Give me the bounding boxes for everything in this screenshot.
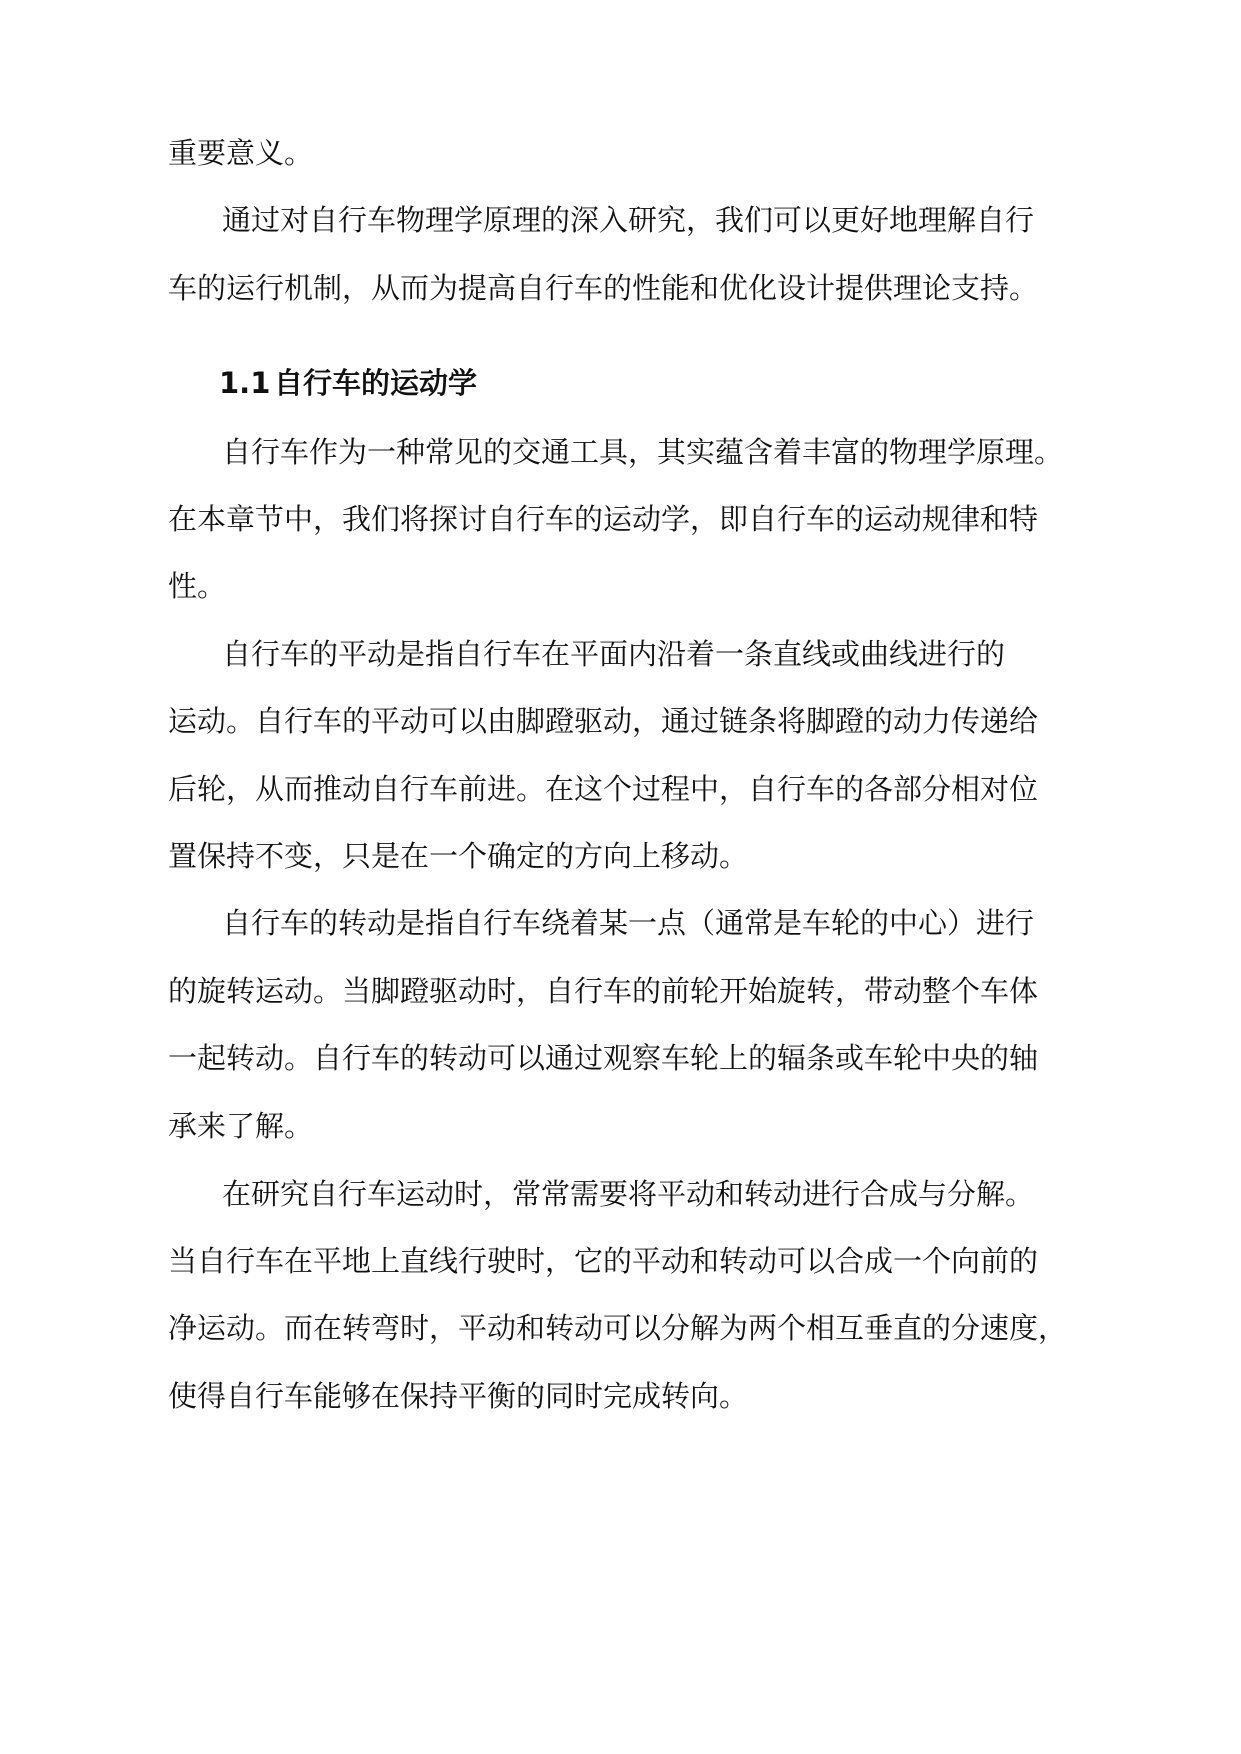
paragraph-3-line-1: [0, 634, 1241, 674]
paragraph-text: 置保持不变，只是在一个确定的方向上移动。: [168, 839, 749, 873]
paragraph-text: 运动。自行车的平动可以由脚蹬驱动，通过链条将脚蹬的动力传递给: [168, 704, 1039, 738]
paragraph-text: 使得自行车能够在保持平衡的同时完成转向。: [168, 1379, 749, 1413]
paragraph-text: 自行车作为一种常见的交通工具，其实蕴含着丰富的物理学原理。: [222, 435, 1064, 469]
paragraph-text: 重要意义。: [168, 136, 314, 170]
paragraph-text: 在本章节中，我们将探讨自行车的运动学，即自行车的运动规律和特: [168, 502, 1039, 536]
paragraph-text: 车的运行机制，从而为提高自行车的性能和优化设计提供理论支持。: [168, 271, 1039, 305]
paragraph-5-line-2: [0, 1241, 1241, 1281]
section-number: 1.1: [219, 366, 271, 400]
paragraph-4-line-3: [0, 1038, 1241, 1078]
paragraph-text: 自行车的平动是指自行车在平面内沿着一条直线或曲线进行的: [222, 637, 1006, 671]
paragraph-4-line-2: [0, 971, 1241, 1011]
paragraph-4-line-1: [0, 903, 1241, 943]
section-title: 自行车的运动学: [274, 366, 478, 400]
paragraph-text: 通过对自行车物理学原理的深入研究，我们可以更好地理解自行: [222, 203, 1035, 237]
paragraph-3-line-4: [0, 836, 1241, 876]
paragraph-text: 的旋转运动。当脚蹬驱动时，自行车的前轮开始旋转，带动整个车体: [168, 974, 1039, 1008]
paragraph-text: 承来了解。: [168, 1109, 314, 1143]
paragraph-text: 净运动。而在转弯时，平动和转动可以分解为两个相互垂直的分速度，: [168, 1311, 1068, 1345]
section-heading: [0, 363, 1241, 403]
paragraph-text: 后轮，从而推动自行车前进。在这个过程中，自行车的各部分相对位: [168, 772, 1039, 806]
paragraph-text: 一起转动。自行车的转动可以通过观察车轮上的辐条或车轮中央的轴: [168, 1041, 1039, 1075]
paragraph-3-line-2: [0, 701, 1241, 741]
paragraph-2-line-3: [0, 566, 1241, 606]
paragraph-5-line-3: [0, 1308, 1241, 1348]
paragraph-1-line-1: [0, 200, 1241, 240]
paragraph-text: 性。: [168, 569, 227, 603]
paragraph-5-line-4: [0, 1376, 1241, 1416]
paragraph-4-line-4: [0, 1106, 1241, 1146]
paragraph-2-line-1: [0, 432, 1241, 472]
paragraph-0-line-1: [0, 133, 1241, 173]
paragraph-1-line-2: [0, 268, 1241, 308]
paragraph-text: 当自行车在平地上直线行驶时，它的平动和转动可以合成一个向前的: [168, 1244, 1039, 1278]
paragraph-text: 自行车的转动是指自行车绕着某一点（通常是车轮的中心）进行: [222, 906, 1035, 940]
paragraph-2-line-2: [0, 499, 1241, 539]
paragraph-3-line-3: [0, 769, 1241, 809]
paragraph-5-line-1: [0, 1174, 1241, 1214]
paragraph-text: 在研究自行车运动时，常常需要将平动和转动进行合成与分解。: [222, 1177, 1035, 1211]
